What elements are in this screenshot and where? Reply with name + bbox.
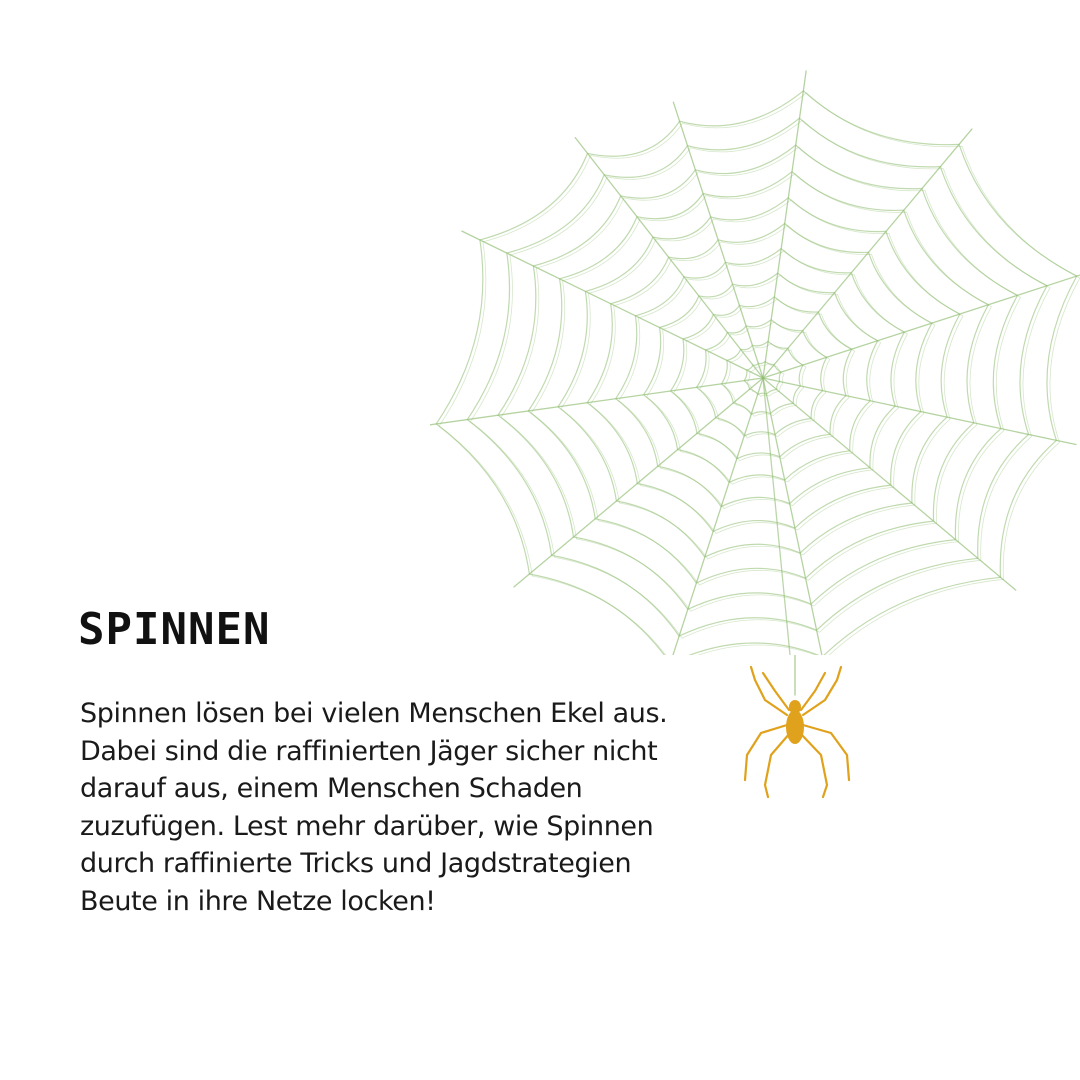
spider-icon bbox=[735, 655, 860, 805]
spider-web-icon bbox=[430, 55, 1080, 655]
page-title: SPINNEN bbox=[78, 604, 271, 655]
intro-paragraph: Spinnen lösen bei vielen Menschen Ekel aus. Dabei sind die raffinierten Jäger sicher nicht darauf aus, einem Menschen Schaden zuzufügen. Lest mehr darüber, wie Spinnen durch raffinierte Tricks und Jagdstrategien Beute in ihre Netze locken! bbox=[80, 698, 668, 917]
